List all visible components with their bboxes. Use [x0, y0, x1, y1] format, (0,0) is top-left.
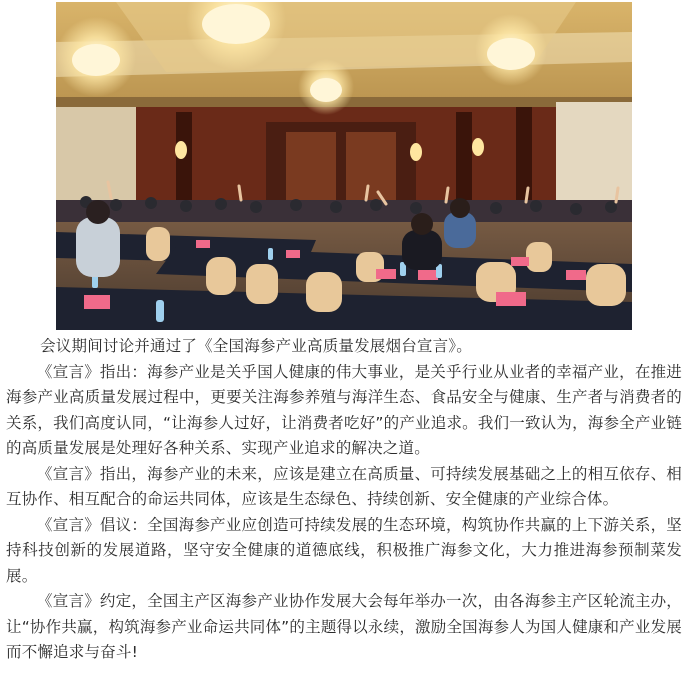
conference-hall-illustration [56, 2, 632, 330]
paragraph-intro: 会议期间讨论并通过了《全国海参产业高质量发展烟台宣言》。 [40, 337, 472, 355]
article-body [6, 334, 682, 666]
paragraph-declaration-point-1: 《宣言》指出：海参产业是关乎国人健康的伟大事业，是关乎行业从业者的幸福产业，在推进海参产业高质量发展过程中，更要关注海参养殖与海洋生态、食品安全与健康、生产者与消费者的关系，我们高度认同，“让海参人过好，让消费者吃好”的产业追求。我们一致认为，海参全产业链的高质量发展是处理好各种关系、实现产业追求的解决之道。 [6, 362, 682, 457]
conference-photo [56, 2, 632, 330]
paragraph-declaration-initiative: 《宣言》倡议：全国海参产业应创造可持续发展的生态环境，构筑协作共赢的上下游关系，坚持科技创新的发展道路，坚守安全健康的道德底线，积极推广海参文化，大力推进海参预制菜发展。 [6, 515, 682, 585]
paragraph-declaration-agreement: 《宣言》约定，全国主产区海参产业协作发展大会每年举办一次，由各海参主产区轮流主办，让“协作共赢，构筑海参产业命运共同体”的主题得以永续，激励全国海参人为国人健康和产业发展而不懈追求与奋斗! [6, 592, 682, 661]
paragraph-declaration-point-2: 《宣言》指出，海参产业的未来，应该是建立在高质量、可持续发展基础之上的相互依存、相互协作、相互配合的命运共同体，应该是生态绿色、持续创新、安全健康的产业综合体。 [6, 464, 682, 508]
